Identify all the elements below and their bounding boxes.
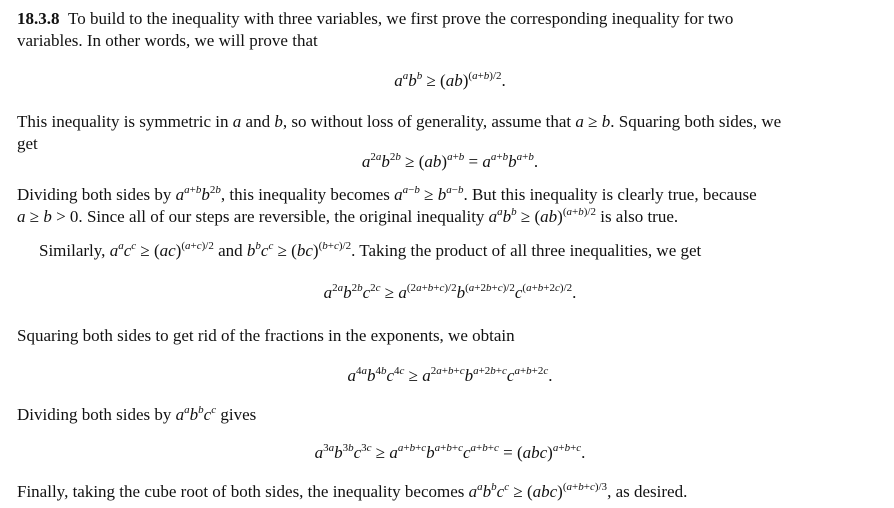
paragraph-dividing: Dividing both sides by $a^{a+b}b^{2b}$, this inequality becomes $a^{a-b} \ge b^{a-b}$. But this inequality is clearly true, because a ≥ b > 0. Since all of our steps are reversible, the original inequality $a^ab^b \ge (ab)^{(a+b)/2}$ is also true. <box>17 184 757 226</box>
text-fragment: Dividing both sides by <box>17 405 172 424</box>
text-fragment: Dividing both sides by <box>17 185 172 204</box>
text-fragment: Since all of our steps are reversible, the original inequality <box>86 207 485 226</box>
paragraph-squaring <box>17 325 883 347</box>
text-fragment: is also true. <box>600 207 679 226</box>
text-fragment: . But this inequality is clearly true, because <box>463 185 757 204</box>
text-fragment: . Taking the product of all three inequalities, we get <box>351 241 702 260</box>
paragraph-symmetric: This inequality is symmetric in a and b, so without loss of generality, assume that a ≥ b. Squaring both sides, we get <box>17 112 782 153</box>
paragraph-intro <box>17 8 883 52</box>
equation-2: $a^{2a}b^{2b} \ge (ab)^{a+b} = a^{a+b}b^{a+b}$. <box>361 151 539 171</box>
section-number: 18.3.8 <box>17 9 60 28</box>
equation-4: $a^{4a}b^{4b}c^{4c} \ge a^{2a+b+c}b^{a+2b+c}c^{a+b+2c}$. <box>347 365 553 385</box>
text-line: Squaring both sides to get rid of the fractions in the exponents, we obtain <box>17 326 515 345</box>
text-fragment: , as desired. <box>607 482 688 501</box>
text-fragment: Finally, taking the cube root of both sides, the inequality becomes <box>17 482 465 501</box>
equation-1: $a^ab^b \ge (ab)^{(a+b)/2}$. <box>394 70 506 90</box>
text-line: variables. In other words, we will prove that <box>17 31 318 50</box>
text-fragment: gives <box>220 405 257 424</box>
equation-5: $a^{3a}b^{3b}c^{3c} \ge a^{a+b+c}b^{a+b+c}c^{a+b+c} = (abc)^{a+b+c}$. <box>314 442 586 462</box>
paragraph-dividing-abc: Dividing both sides by $a^ab^bc^c$ gives <box>17 404 257 424</box>
text-line: To build to the inequality with three variables, we first prove the corresponding inequality for two <box>68 9 734 28</box>
equation-3: $a^{2a}b^{2b}c^{2c} \ge a^{(2a+b+c)/2}b^{(a+2b+c)/2}c^{(a+b+2c)/2}$. <box>323 282 577 302</box>
paragraph-finally: Finally, taking the cube root of both sides, the inequality becomes $a^ab^bc^c \ge (abc)^{(a+b+c)/3}$, as desired. <box>17 481 688 501</box>
paragraph-similarly: Similarly, $a^ac^c \ge (ac)^{(a+c)/2}$ and $b^bc^c \ge (bc)^{(b+c)/2}$. Taking the product of all three inequalities, we get <box>39 240 702 260</box>
text-line: get <box>17 134 38 153</box>
text-fragment: Similarly, <box>39 241 106 260</box>
text-fragment: , this inequality becomes <box>220 185 390 204</box>
text-fragment: and <box>218 241 243 260</box>
